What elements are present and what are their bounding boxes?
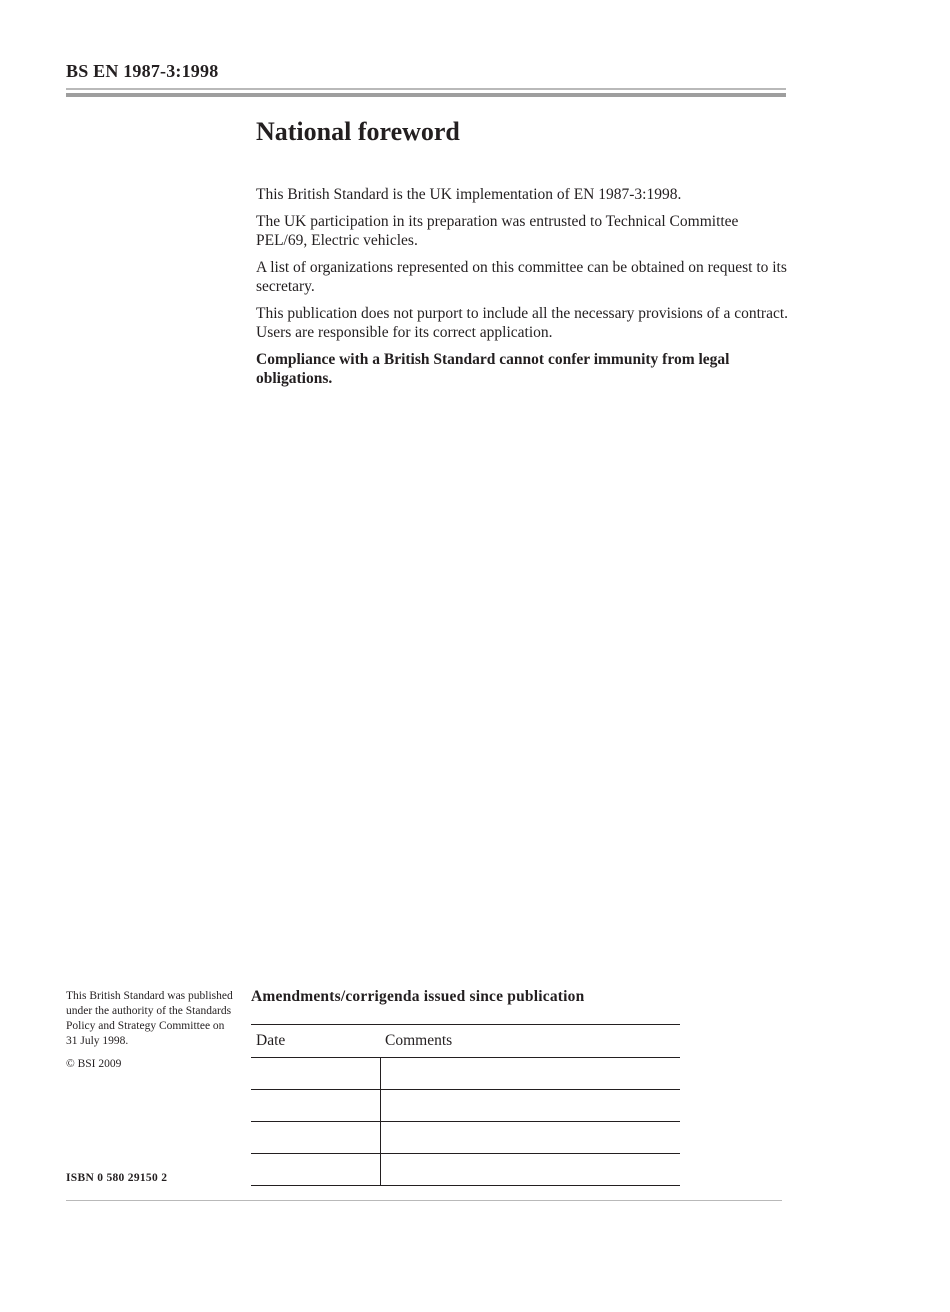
foreword-paragraph: A list of organizations represented on this committee can be obtained on request to its secretary. — [256, 259, 787, 295]
comments-cell — [380, 1058, 680, 1090]
date-cell — [251, 1058, 380, 1090]
publication-sidenote — [66, 989, 236, 1080]
foreword-paragraph: This publication does not purport to include all the necessary provisions of a contract. Users are responsible for its correct application. — [256, 305, 789, 341]
amendments-table — [251, 1024, 680, 1186]
footer-rule — [66, 1200, 782, 1201]
date-cell — [251, 1154, 380, 1186]
comments-cell — [380, 1090, 680, 1122]
isbn: ISBN 0 580 29150 2 — [66, 1172, 168, 1184]
table-row — [251, 1090, 680, 1122]
table-row — [251, 1122, 680, 1154]
document-id: BS EN 1987-3:1998 — [66, 61, 219, 81]
table-row — [251, 1154, 680, 1186]
foreword-paragraph: This British Standard is the UK implementation of EN 1987-3:1998. — [256, 186, 682, 203]
comments-cell — [380, 1122, 680, 1154]
comments-column-header: Comments — [380, 1025, 680, 1058]
copyright-notice: © BSI 2009 — [66, 1058, 122, 1070]
header-rule-thick — [66, 93, 786, 97]
date-cell — [251, 1090, 380, 1122]
foreword-paragraph: The UK participation in its preparation was entrusted to Technical Committee PEL/69, Electric vehicles. — [256, 213, 739, 249]
page-title: National foreword — [256, 117, 460, 146]
table-header-row — [251, 1025, 680, 1058]
amendments-title: Amendments/corrigenda issued since publication — [251, 988, 585, 1005]
header-rule-thin — [66, 88, 786, 90]
table-row — [251, 1058, 680, 1090]
foreword-body — [256, 185, 791, 396]
comments-cell — [380, 1154, 680, 1186]
date-cell — [251, 1122, 380, 1154]
publication-authority-text: This British Standard was published under the authority of the Standards Policy and Strategy Committee on 31 July 1998. — [66, 990, 233, 1047]
date-column-header: Date — [251, 1025, 380, 1058]
compliance-notice: Compliance with a British Standard cannot confer immunity from legal obligations. — [256, 351, 730, 387]
